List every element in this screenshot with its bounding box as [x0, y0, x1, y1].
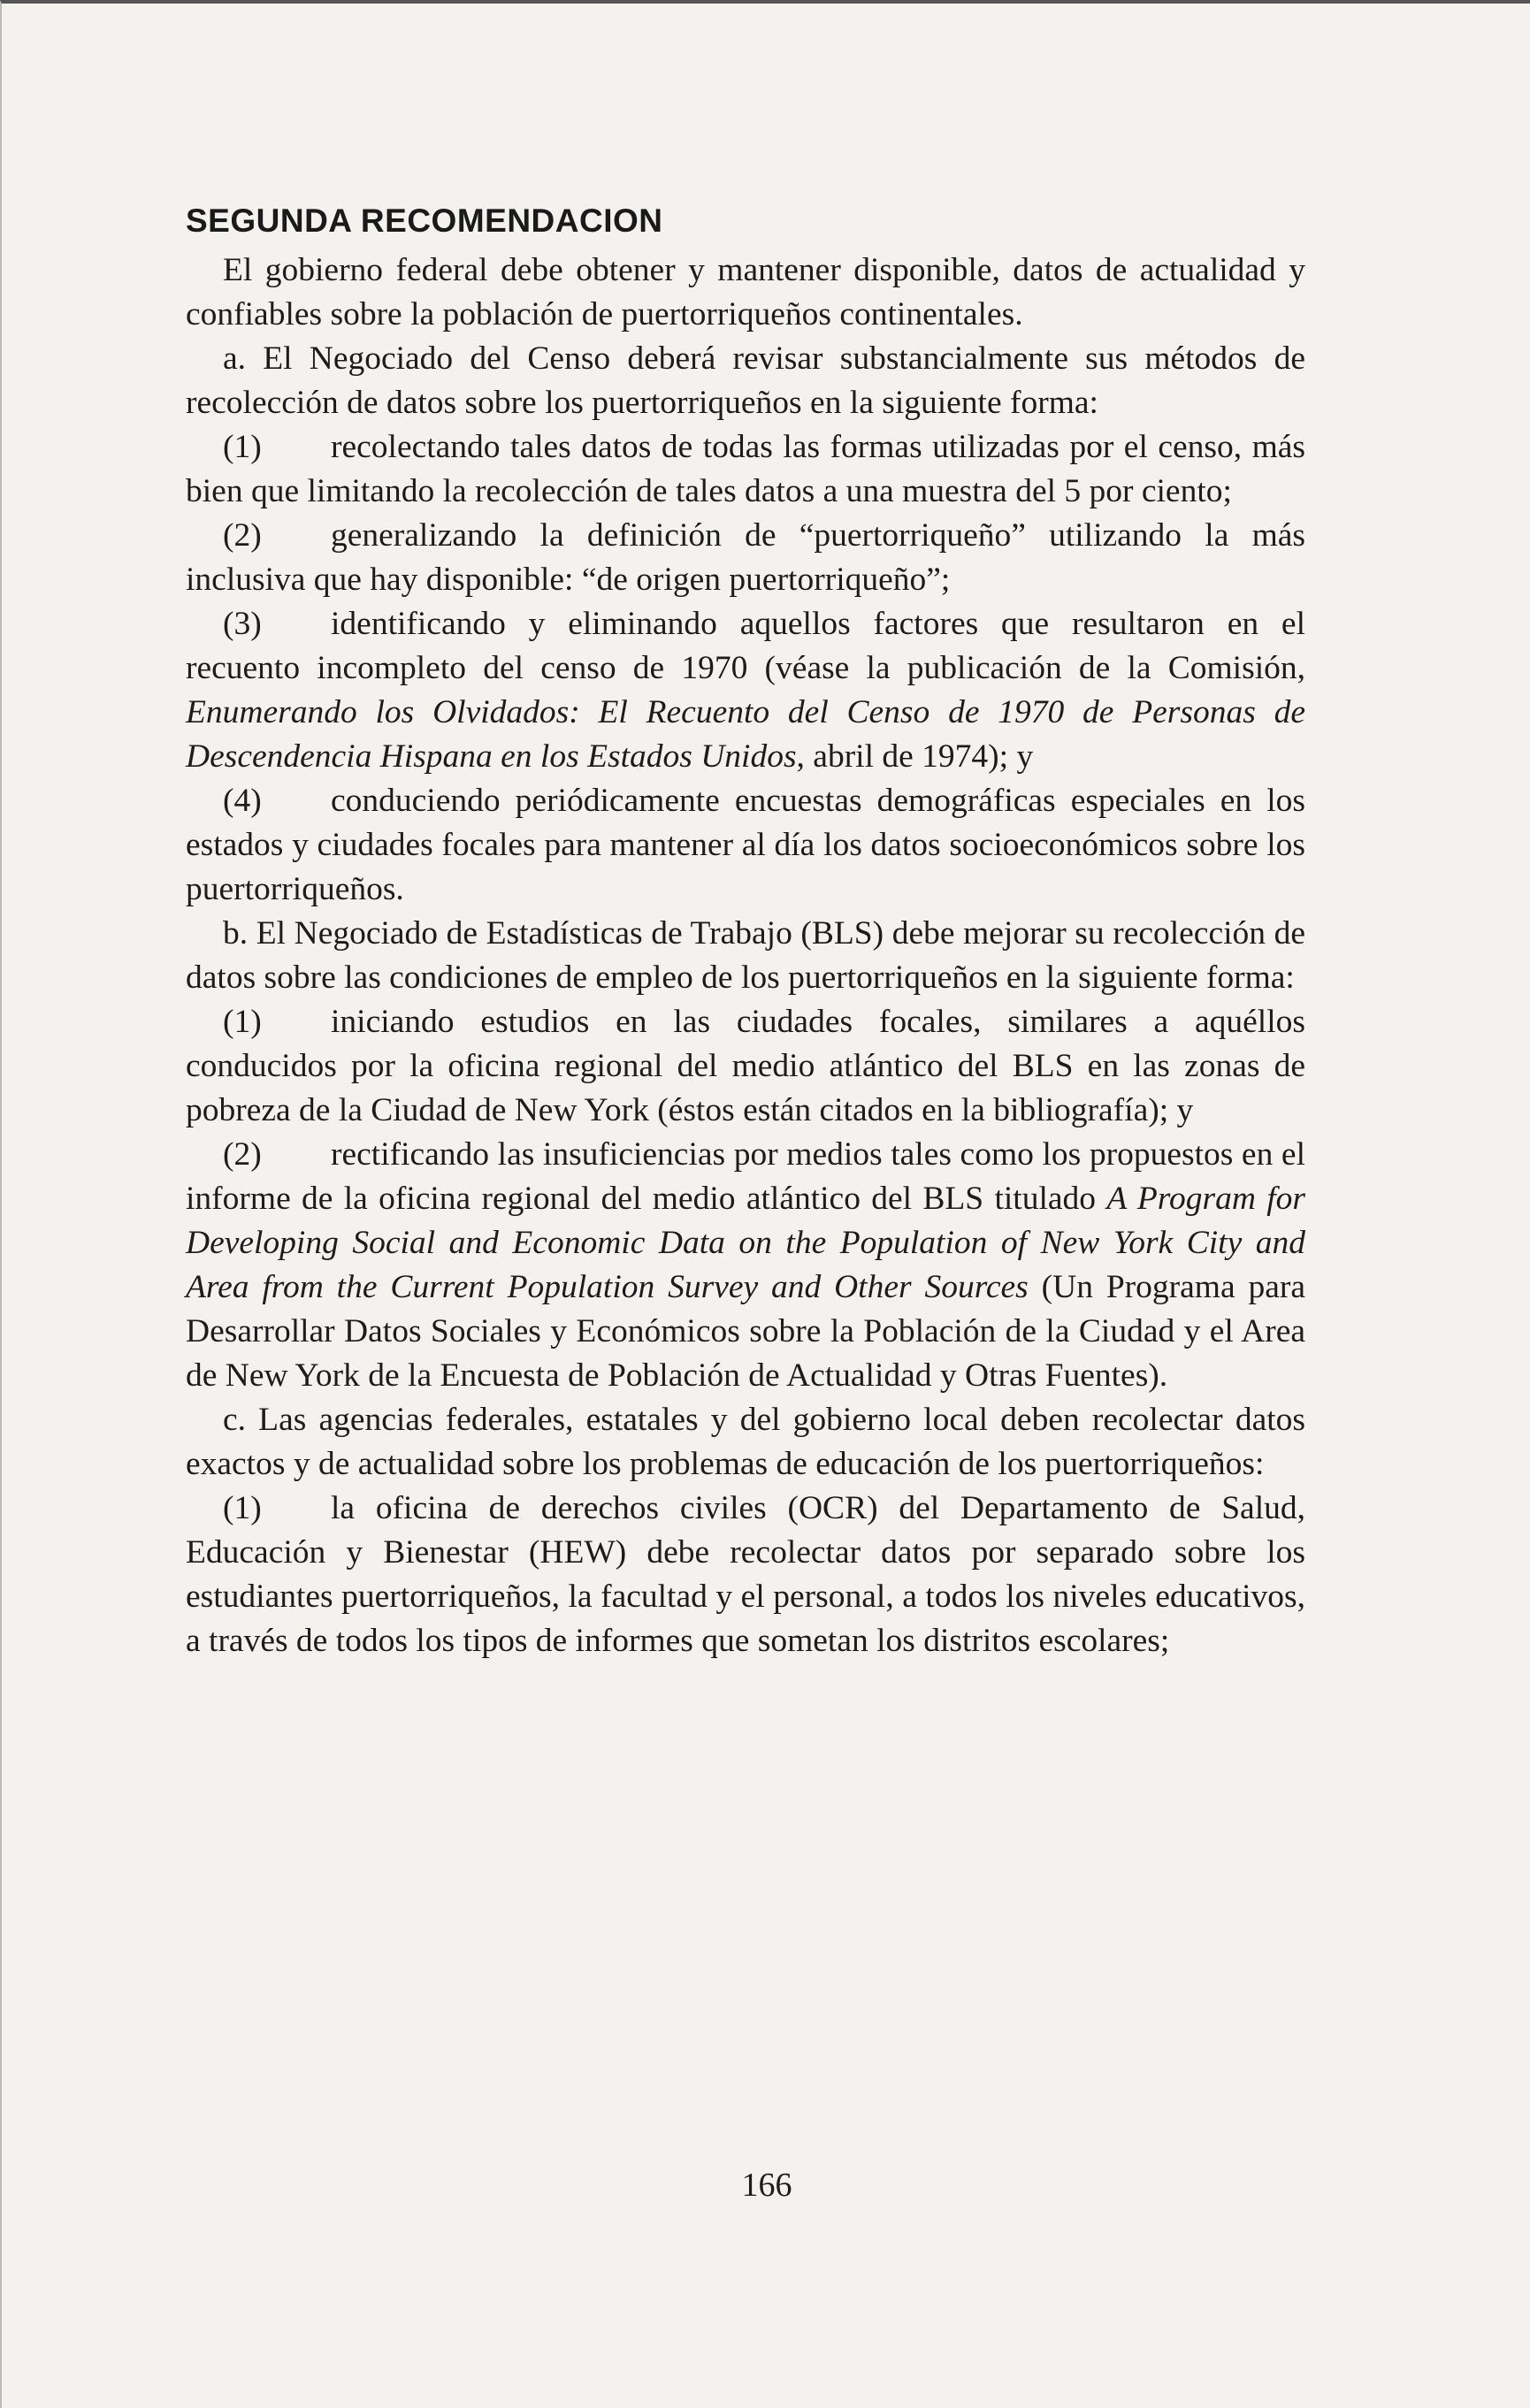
item-text-end: (Un Programa para Desarrollar Datos Sociales y Económicos sobre la Población de la Ciudad y el Area de New York de la Encuesta de Población de Actualidad y Otras Fuentes).: [186, 1269, 1305, 1394]
section-b-paragraph: b. El Negociado de Estadísticas de Trabajo (BLS) debe mejorar su recolección de datos sobre las condiciones de empleo de los puertorriqueños en la siguiente forma:: [186, 915, 1305, 996]
item-label: (3): [223, 606, 262, 642]
section-c-paragraph: c. Las agencias federales, estatales y del gobierno local deben recolectar datos exactos y de actualidad sobre los problemas de educación de los puertorriqueños:: [186, 1402, 1305, 1482]
section-a-item-4: [186, 779, 1305, 912]
publication-title: A Program for Developing Social and Economic Data on the Population of New York City and Area from the Current Population Survey and Other Sources: [186, 1181, 1306, 1305]
item-text: conduciendo periódicamente encuestas demográficas especiales en los estados y ciudades focales para mantener al día los datos socioeconómicos sobre los puertorriqueños.: [186, 783, 1305, 907]
section-b-item-1: [186, 1000, 1305, 1133]
item-text: generalizando la definición de “puertorriqueño” utilizando la más inclusiva que hay disponible: “de origen puertorriqueño”;: [186, 517, 1305, 598]
section-b-item-2: [186, 1133, 1305, 1398]
publication-title: Enumerando los Olvidados: El Recuento del Censo de 1970 de Personas de Descendencia Hispana en los Estados Unidos: [186, 694, 1305, 775]
item-label: (2): [223, 517, 262, 554]
section-a-item-1: [186, 425, 1305, 514]
item-text: la oficina de derechos civiles (OCR) del Departamento de Salud, Educación y Bienestar (HEW) debe recolectar datos por separado sobre los estudiantes puertorriqueños, la facultad y el personal, a todos los niveles educativos, a través de todos los tipos de informes que sometan los distritos escolares;: [186, 1490, 1305, 1659]
section-c-item-1: [186, 1487, 1305, 1663]
section-a-item-3: [186, 602, 1305, 779]
item-label: (1): [223, 429, 262, 465]
item-text: rectificando las insuficiencias por medios tales como los propuestos en el informe de la oficina regional del medio atlántico del BLS titulado: [186, 1136, 1305, 1217]
item-text: iniciando estudios en las ciudades focales, similares a aquéllos conducidos por la oficina regional del medio atlántico del BLS en las zonas de pobreza de la Ciudad de New York (éstos están citados en la bibliografía); y: [186, 1004, 1305, 1128]
section-heading: SEGUNDA RECOMENDACION: [186, 203, 663, 239]
section-a-paragraph: a. El Negociado del Censo deberá revisar substancialmente sus métodos de recolección de datos sobre los puertorriqueños en la siguiente forma:: [186, 340, 1305, 421]
item-text-end: , abril de 1974); y: [796, 738, 1034, 775]
item-text: recolectando tales datos de todas las formas utilizadas por el censo, más bien que limitando la recolección de tales datos a una muestra del 5 por ciento;: [186, 429, 1305, 509]
page-number: 166: [741, 2167, 792, 2204]
item-label: (1): [223, 1490, 262, 1526]
item-label: (2): [223, 1136, 262, 1173]
intro-paragraph: El gobierno federal debe obtener y mantener disponible, datos de actualidad y confiables sobre la población de puertorriqueños continentales.: [186, 252, 1305, 333]
body-text: [186, 248, 1305, 1663]
item-label: (4): [223, 783, 262, 819]
item-label: (1): [223, 1004, 262, 1040]
section-a-item-2: [186, 514, 1305, 602]
item-text: identificando y eliminando aquellos factores que resultaron en el recuento incompleto del censo de 1970 (véase la publicación de la Comisión,: [186, 606, 1305, 686]
